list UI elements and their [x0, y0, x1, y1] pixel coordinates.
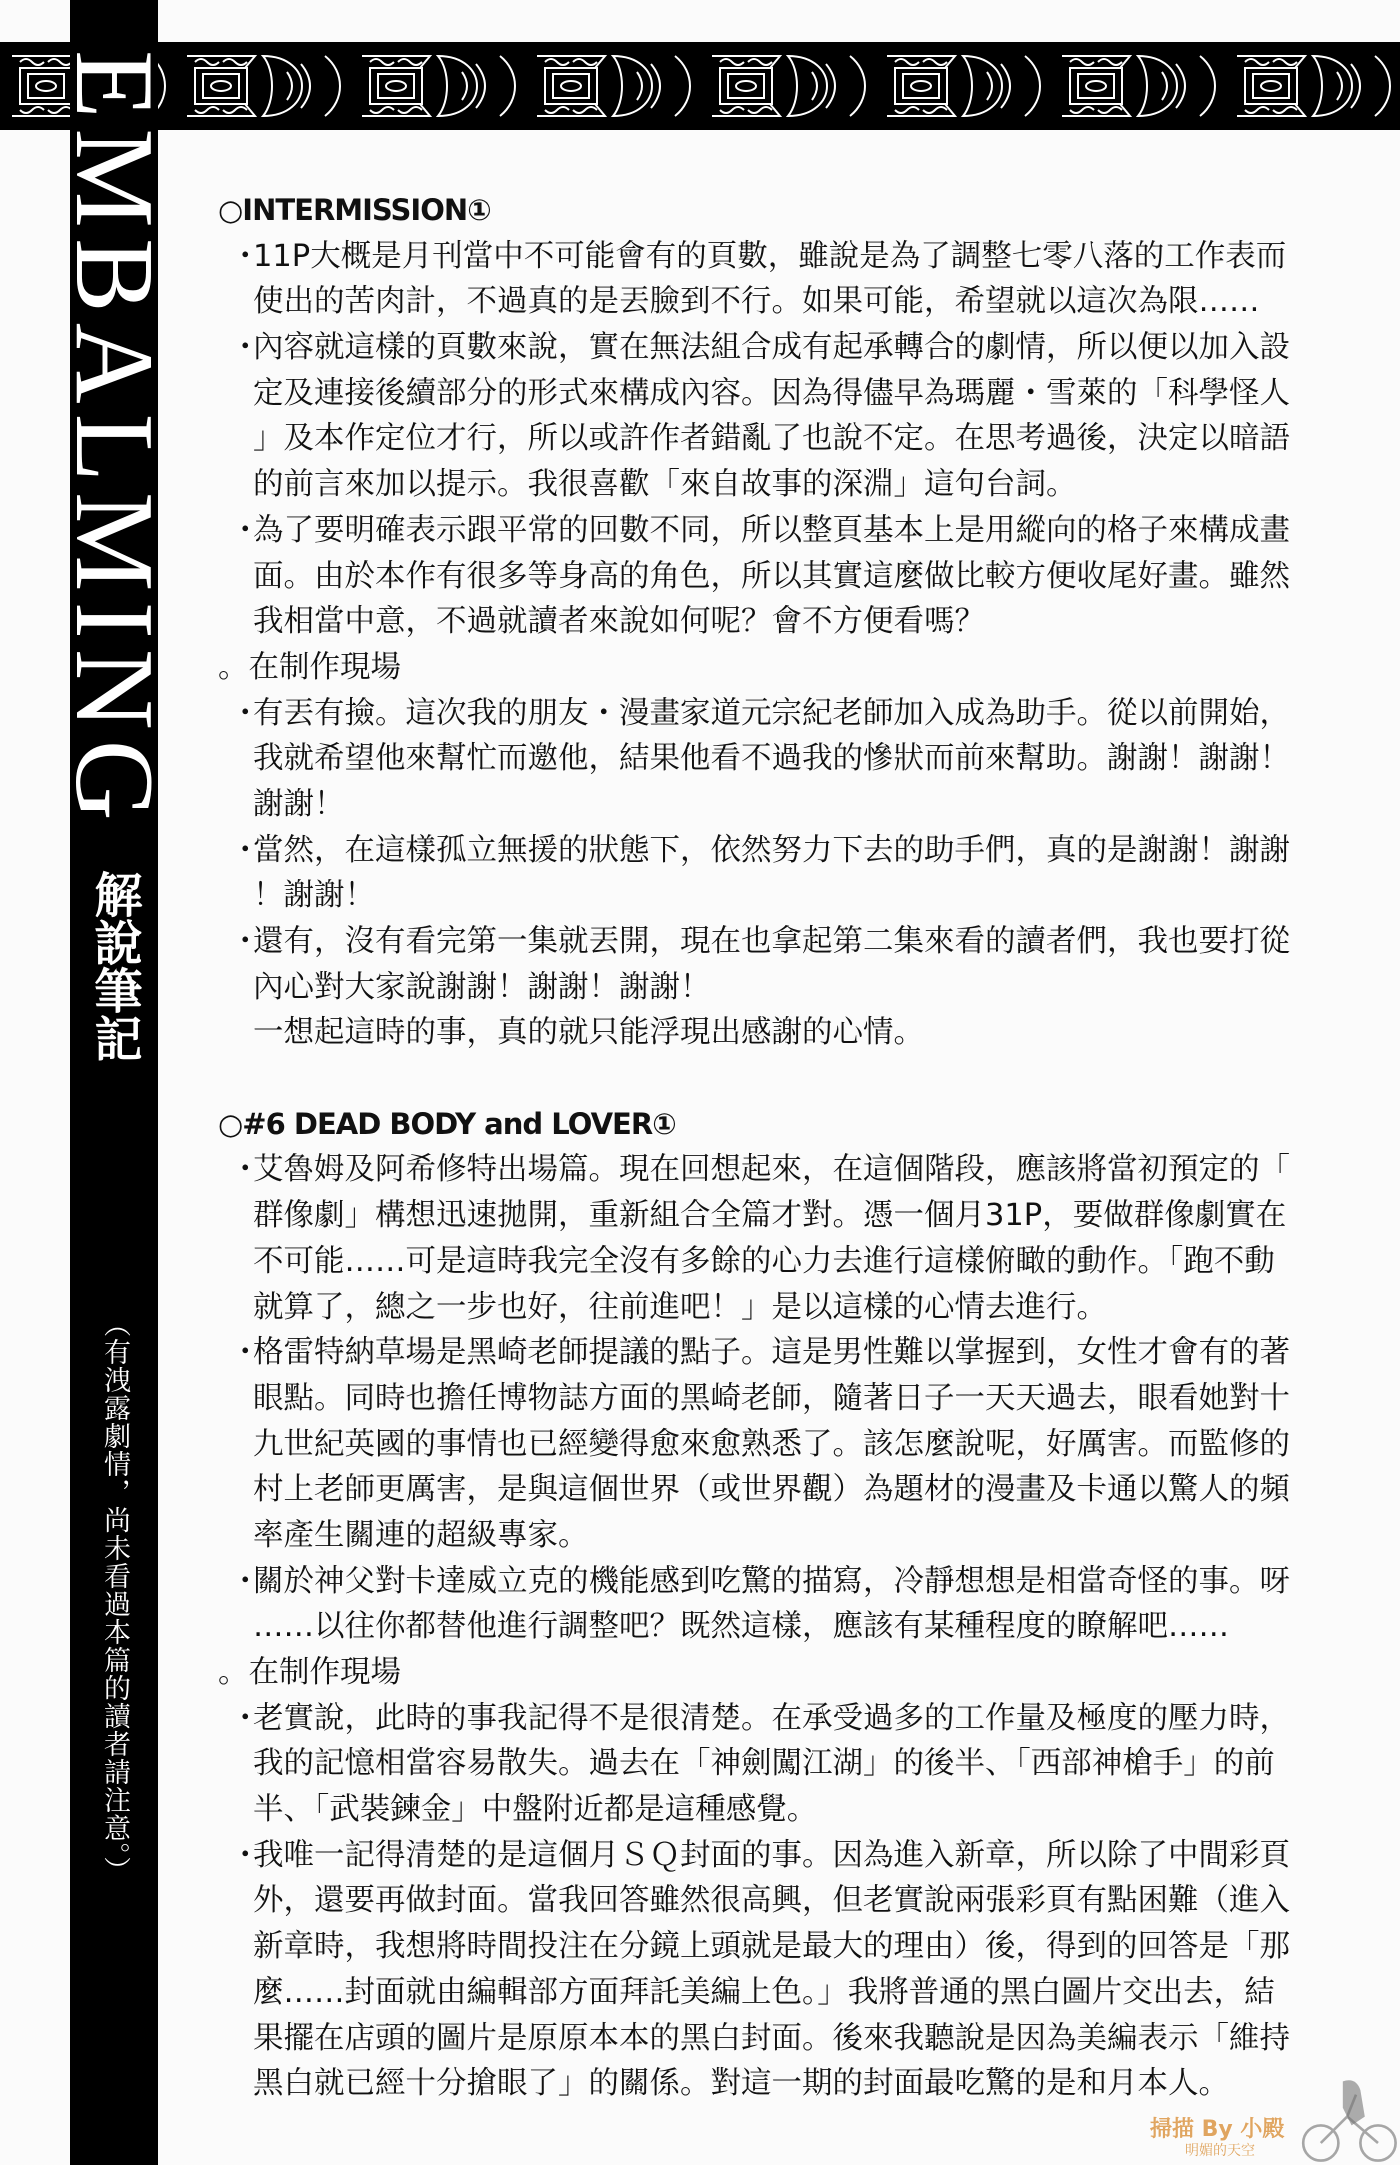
line-text: 黑白就已經十分搶眼了」的關係。對這一期的封面最吃驚的是和月本人。: [253, 2066, 1229, 2102]
text-line: [218, 1787, 1338, 1833]
title-sidebar: [52, 0, 176, 2165]
text-line: [218, 1330, 1338, 1376]
text-line: [218, 1970, 1338, 2016]
line-text: 為了要明確表示跟平常的回數不同，所以整頁基本上是用縱向的格子來構成畫: [253, 512, 1290, 548]
text-line: [218, 2061, 1338, 2107]
text-line: [218, 279, 1338, 325]
line-text: 率產生關連的超級專家。: [253, 1517, 589, 1553]
watermark-site-name: 明媚的天空: [1185, 2143, 1255, 2159]
line-text: 謝謝！: [253, 786, 345, 822]
line-text: 格雷特納草場是黑崎老師提議的點子。這是男性難以掌握到，女性才會有的著: [253, 1335, 1290, 1371]
text-line: [218, 371, 1338, 417]
commentary-text: [218, 188, 1338, 2107]
line-text: 內容就這樣的頁數來說，實在無法組合成有起承轉合的劇情，所以便以加入設: [253, 330, 1290, 366]
text-line: [218, 325, 1338, 371]
line-text: 麼……封面就由編輯部方面拜託美編上色。」我將普通的黑白圖片交出去，結: [253, 1974, 1275, 2010]
line-text: 一想起這時的事，真的就只能浮現出感謝的心情。: [253, 1015, 924, 1051]
text-line: [218, 1376, 1338, 1422]
line-text: 11P大概是月刊當中不可能會有的頁數，雖說是為了調整七零八落的工作表而: [253, 238, 1287, 274]
line-text: 的前言來加以提示。我很喜歡「來自故事的深淵」這句台詞。: [253, 467, 1077, 503]
bullet-icon: ・: [230, 238, 261, 274]
text-line: [218, 782, 1338, 828]
line-text: 使出的苦肉計，不過真的是丟臉到不行。如果可能，希望就以這次為限……: [253, 284, 1260, 320]
text-line: [218, 508, 1338, 554]
text-line: [218, 965, 1338, 1011]
bullet-icon: ・: [230, 512, 261, 548]
line-text: ……以往你都替他進行調整吧？既然這樣，應該有某種程度的瞭解吧……: [253, 1609, 1229, 1645]
subsection-heading: [218, 1650, 1338, 1696]
text-line: [218, 1833, 1338, 1879]
text-line: [218, 1924, 1338, 1970]
bullet-icon: ・: [230, 924, 261, 959]
line-text: 村上老師更厲害，是與這個世界（或世界觀）為題材的漫畫及卡通以驚人的頻: [253, 1472, 1290, 1508]
text-line: [218, 1010, 1338, 1056]
line-text: 群像劇」構想迅速拋開，重新組合全篇才對。憑一個月31P，要做群像劇實在: [253, 1198, 1287, 1234]
text-line: [218, 919, 1338, 965]
text-line: [218, 736, 1338, 782]
line-text: 不可能……可是這時我完全沒有多餘的心力去進行這樣俯瞰的動作。「跑不動: [253, 1243, 1275, 1279]
text-line: [218, 1604, 1338, 1650]
bullet-icon: ・: [230, 695, 261, 731]
bullet-icon: ・: [230, 1837, 261, 1873]
bullet-icon: ・: [230, 1335, 261, 1371]
text-line: [218, 1467, 1338, 1513]
text-line: [218, 1147, 1338, 1193]
line-text: ○#6 DEAD BODY and LOVER①: [218, 1106, 676, 1141]
line-text: ！謝謝！: [253, 878, 375, 914]
text-line: [218, 462, 1338, 508]
line-text: 當然，在這樣孤立無援的狀態下，依然努力下去的助手們，真的是謝謝！謝謝: [253, 832, 1290, 868]
watermark-scanner-credit: 掃描 By 小殿: [1150, 2117, 1285, 2142]
line-text: 我唯一記得清楚的是這個月ＳＱ封面的事。因為進入新章，所以除了中間彩頁: [253, 1837, 1290, 1873]
bullet-icon: ・: [230, 1700, 261, 1736]
line-text: 我相當中意，不過就讀者來說如何呢？會不方便看嗎？: [253, 604, 985, 640]
line-text: 老實說，此時的事我記得不是很清楚。在承受過多的工作量及極度的壓力時，: [253, 1700, 1290, 1736]
text-line: [218, 1696, 1338, 1742]
line-text: 定及連接後續部分的形式來構成內容。因為得儘早為瑪麗・雪萊的「科學怪人: [253, 375, 1290, 411]
line-text: 。在制作現場: [218, 1655, 401, 1690]
text-line: [218, 828, 1338, 874]
line-text: 新章時，我想將時間投注在分鏡上頭就是最大的理由）後，得到的回答是「那: [253, 1929, 1290, 1965]
text-line: [218, 1239, 1338, 1285]
text-line: [218, 1878, 1338, 1924]
text-line: [218, 1559, 1338, 1605]
text-line: [218, 554, 1338, 600]
line-text: 就算了，總之一步也好，往前進吧！」是以這樣的心情去進行。: [253, 1289, 1107, 1325]
blank-line: [218, 1056, 1338, 1102]
line-text: 還有，沒有看完第一集就丟開，現在也拿起第二集來看的讀者們，我也要打從: [253, 924, 1290, 959]
line-text: 我就希望他來幫忙而邀他，結果他看不過我的慘狀而前來幫助。謝謝！謝謝！: [253, 741, 1290, 777]
text-line: [218, 1513, 1338, 1559]
bullet-icon: ・: [230, 832, 261, 868]
line-text: 艾魯姆及阿希修特出場篇。現在回想起來，在這個階段，應該將當初預定的「: [253, 1152, 1290, 1188]
line-text: 我的記憶相當容易散失。過去在「神劍闖江湖」的後半、「西部神槍手」的前: [253, 1746, 1275, 1782]
bullet-icon: ・: [230, 1563, 261, 1599]
ornamental-border-band: [0, 42, 1400, 130]
text-line: [218, 1285, 1338, 1331]
spoiler-warning: （有洩露劇情，尚未看過本篇的讀者請注意。）: [99, 1310, 130, 1885]
text-line: [218, 416, 1338, 462]
text-line: [218, 1741, 1338, 1787]
text-line: [218, 1422, 1338, 1468]
line-text: 」及本作定位才行，所以或許作者錯亂了也說不定。在思考過後，決定以暗語: [253, 421, 1290, 457]
line-text: 外，還要再做封面。當我回答雖然很高興，但老實說兩張彩頁有點困難（進入: [253, 1883, 1290, 1919]
line-text: 有丟有撿。這次我的朋友・漫畫家道元宗紀老師加入成為助手。從以前開始，: [253, 695, 1290, 731]
line-text: 關於神父對卡達威立克的機能感到吃驚的描寫，冷靜想想是相當奇怪的事。呀: [253, 1563, 1290, 1599]
section-heading: [218, 188, 1338, 234]
ornament-pattern-icon: [0, 42, 1400, 130]
line-text: 眼點。同時也擔任博物誌方面的黑崎老師，隨著日子一天天過去，眼看她對十: [253, 1380, 1290, 1416]
text-line: [218, 1193, 1338, 1239]
line-text: ○INTERMISSION①: [218, 193, 491, 227]
text-line: [218, 873, 1338, 919]
subsection-heading: [218, 645, 1338, 691]
series-title-logo: EMBALMING: [52, 49, 176, 831]
bullet-icon: ・: [230, 330, 261, 366]
line-text: 面。由於本作有很多等身高的角色，所以其實這麼做比較方便收尾好畫。雖然: [253, 558, 1290, 594]
section-heading: [218, 1102, 1338, 1148]
bullet-icon: ・: [230, 1152, 261, 1188]
line-text: 內心對大家說謝謝！謝謝！謝謝！: [253, 969, 711, 1005]
line-text: 。在制作現場: [218, 649, 401, 685]
section-subtitle: 解說筆記: [86, 870, 142, 1062]
text-line: [218, 599, 1338, 645]
line-text: 半、「武裝鍊金」中盤附近都是這種感覺。: [253, 1792, 818, 1828]
text-line: [218, 691, 1338, 737]
line-text: 果擺在店頭的圖片是原原本本的黑白封面。後來我聽說是因為美編表示「維持: [253, 2020, 1290, 2056]
text-line: [218, 2016, 1338, 2062]
line-text: 九世紀英國的事情也已經變得愈來愈熟悉了。該怎麼說呢，好厲害。而監修的: [253, 1426, 1290, 1462]
text-line: [218, 234, 1338, 280]
